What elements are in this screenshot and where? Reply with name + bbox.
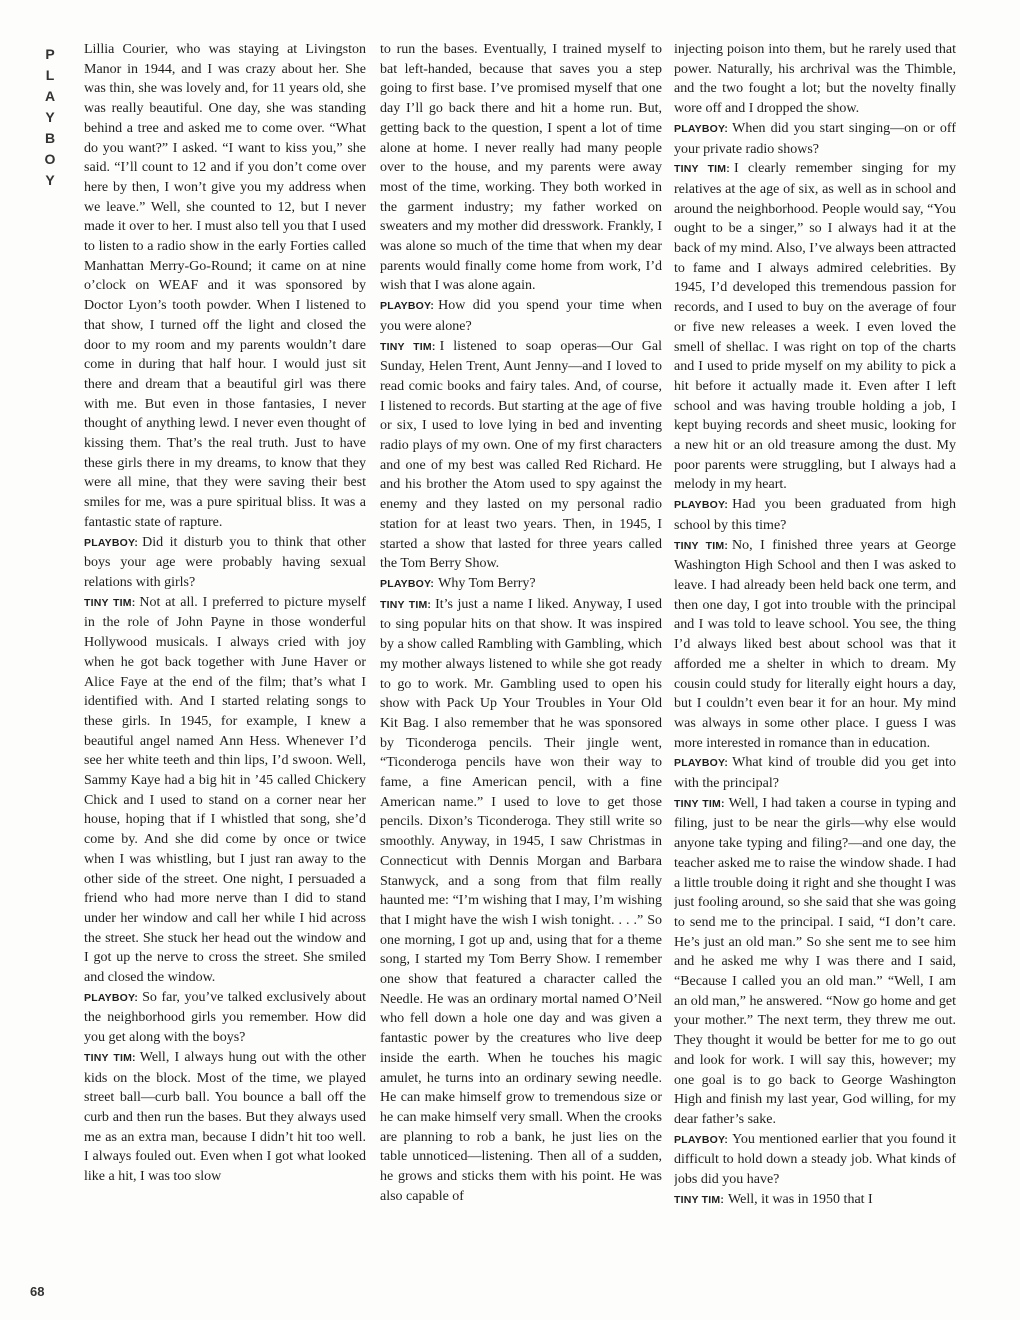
masthead-letter: Y [45,109,55,125]
paragraph [84,40,366,533]
magazine-masthead [36,44,64,191]
paragraph [674,40,956,119]
speaker-label: PLAYBOY: [84,991,139,1004]
paragraph-text: injecting poison into them, but he rarely used that power. Naturally, his archrival was the Thimble, and the two fought a lot; but the novelty finally wore off and I dropped the show. [674,42,956,117]
paragraph-text: What kind of trouble did you get into with the principal? [674,755,956,792]
paragraph [674,119,956,159]
page-number: 68 [30,1284,45,1299]
paragraph [380,40,662,296]
paragraph-text: Why Tom Berry? [438,575,536,591]
paragraph [84,533,366,593]
masthead-letter: Y [45,172,55,188]
paragraph-text: Not at all. I preferred to picture myself in the role of John Payne in those wonderful Hollywood musicals. I always cried with joy when he got back together with June Haver or Alice Faye at the end of the film; that’s what I identified with. And I started relating songs to these girls. In 1945, for example, I knew a beautiful angel named Ann Hess. Whenever I’d see her white teeth and thin lips, I’d swoon. Well, Sammy Kaye had a big hit in ’45 called Chickery Chick and I used to stand on a corner near her house, hoping that if I whistled that song, she’d come by. And she did come by once or twice when I was whistling, but I just ran away to the other side of the street. One night, I persuaded a friend who had more nerve than I did to stand under her window and call her while I hid across the street. She stuck her head out the window and I got up the nerve to cross the street. She smiled and closed the window. [84,594,366,986]
masthead-letter: B [44,130,56,146]
paragraph-text: You mentioned earlier that you found it difficult to hold down a steady job. What kinds of jobs did you have? [674,1131,956,1188]
speaker-label: PLAYBOY: [674,122,729,135]
paragraph-text: Well, I always hung out with the other kids on the block. Most of the time, we played street ball—curb ball. You bounce a ball off the curb and then run the bases. But they always used me as an extra man, because I didn’t hit too well. I always fouled out. Even when I got what looked like a hit, I was too slow [84,1049,366,1185]
speaker-label: PLAYBOY: [380,577,435,590]
paragraph-text: No, I finished three years at George Washington High School and then I was asked to leave. I had already been held back one term, and then one day, I got into trouble with the principal and I was told to leave school. You see, the thing I’d always liked best about school was that it afforded me a shelter in which to dream. My cousin could study for literally eight hours a day, but I couldn’t even bear it for an hour. My mind was always in some other place. I guess I was more interested in romance than in education. [674,537,956,751]
masthead-letter: P [45,46,55,62]
paragraph-text: It’s just a name I liked. Anyway, I used to sing popular hits on that show. It was inspired by a show called Rambling with Gambling, which my mother always listened to while she got ready to go to work. Mr. Gambling used to open his show with Pack Up Your Troubles in Your Old Kit Bag. I also remember that he was sponsored by Ticonderoga pencils. Their jingle went, “Ticonderoga pencils have won their way to fame, a fine American pencil, with a fine American name.” I used to love to get those pencils. Dixon’s Ticonderoga. They still write so smoothly. Anyway, in 1945, I saw Christmas in Connecticut with Dennis Morgan and Barbara Stanwyck, and a song from that film really haunted me: “I’m wishing that I may, I’m wishing that I might have the wish I wish tonight. . . .” So one morning, I got up and, using that for a theme song, I started my Tom Berry Show. I remember one show that featured a character called the Needle. He was an ordinary mortal named O’Neil who fell down a hole one day and was given a fantastic power by the creatures who live deep inside the earth. When he touches his magic amulet, he turns into an ordinary sewing needle. He can make himself grow to tremendous size or he can make himself very small. When the crooks are planning to rob a bank, he just lies on the table unnoticed—listening. Then all of a sudden, he grows and sticks them with his point. He was also capable of [380,596,662,1204]
paragraph-text: How did you spend your time when you were alone? [380,298,662,334]
speaker-label: TINY TIM: [674,1193,725,1206]
speaker-label: PLAYBOY: [84,536,139,549]
paragraph-text: When did you start singing—on or off your private radio shows? [674,120,956,157]
paragraph-text: Lillia Courier, who was staying at Livingston Manor in 1944, and I was crazy about her. She was thin, she was lovely and, for 11 years old, she was really beautiful. One day, she was standing behind a tree and asked me to come over. “What do you want?” I asked. “I want to kiss you,” she said. “I’ll count to 12 and if you don’t come over here by then, I won’t give you my address when we leave.” Well, she counted to 12, but I never made it over to her. I must also tell you that I used to listen to a radio show in the early Forties called Manhattan Merry-Go-Round; it came on at nine o’clock on WEAF and it was sponsored by Doctor Lyon’s tooth powder. When I listened to that show, I turned off the light and closed the door to my room and my parents wouldn’t dare come in during that half hour. I would just sit there and dream that a beautiful girl was there with me. But even in those fantasies, I never thought of anything lewd. I never even thought of kissing them. That’s the real truth. Just to have these girls there in my dreams, to know that they were all mine, that they were saving their best smiles for me, was a pure spiritual bliss. It was a fantastic state of rapture. [84,42,366,530]
paragraph [674,1130,956,1190]
paragraph [380,574,662,595]
paragraph [674,536,956,754]
paragraph [674,753,956,793]
paragraph-text: So far, you’ve talked exclusively about the neighborhood girls you remember. How did you get along with the boys? [84,989,366,1046]
speaker-label: PLAYBOY: [380,300,435,313]
paragraph-text: to run the bases. Eventually, I trained myself to bat left-handed, because that saves you a step going to first base. I’ve promised myself that one day I’ll go back there and hit a home run. But, getting back to the question, I spent a lot of time alone at home. I never really had many people over to the house, and my parents were away most of the time, working. They both worked in the garment industry; my father worked on sweaters and my mother did dresswork. Frankly, I was alone so much of the time that when my dear parents would finally come home from work, I’d wish that I was alone again. [380,42,662,294]
speaker-label: PLAYBOY: [674,499,729,512]
paragraph-text: Well, it was in 1950 that I [728,1191,873,1207]
paragraph [84,1048,366,1187]
speaker-label: PLAYBOY: [674,757,729,770]
paragraph [674,1190,956,1211]
masthead-letter: O [44,151,56,167]
paragraph-text: I clearly remember singing for my relatives at the age of six, as well as in school and around the neighborhood. People would say, “You ought to be a singer,” so I always had it at the back of my mind. Also, I’ve always been attracted to fame and I always admired celebrities. By 1945, I’d developed this tremendous passion for records, and I used to buy on the average of four or five new releases a week. I even loved the smell of shellac. I was right on top of the charts and I used to pride myself on my ability to pick a hit before it actually made it. Even after I left school and was having trouble holding a job, I kept buying records and sheet music, looking for a new hit or an old treasure among the dust. My poor parents were struggling, but I always had a melody in my heart. [674,161,956,493]
speaker-label: TINY TIM: [674,797,725,810]
text-column-3 [674,40,956,1302]
speaker-label: PLAYBOY: [674,1133,729,1146]
speaker-label: TINY TIM: [84,596,136,609]
paragraph [674,794,956,1130]
text-column-1 [84,40,366,1302]
speaker-label: TINY TIM: [380,598,432,611]
paragraph [674,495,956,535]
paragraph-text: Had you been graduated from high school by this time? [674,497,956,533]
speaker-label: TINY TIM: [674,163,730,176]
masthead-letter: L [45,67,55,83]
speaker-label: TINY TIM: [674,539,729,552]
paragraph-text: I listened to soap operas—Our Gal Sunday, Helen Trent, Aunt Jenny—and I loved to read comic books and fairy tales. And, of course, I listened to records. But starting at the age of five or six, I used to love lying in bed and inventing radio plays of my own. One of my first characters and one of my best was called Red Richard. He and his brother the Atom used to spy against the enemy and they lasted on my personal radio station for at least two years. Then, in 1945, I started a show that lasted for three years called the Tom Berry Show. [380,338,662,572]
paragraph [380,595,662,1207]
masthead-letter: A [44,88,56,104]
speaker-label: TINY TIM: [380,340,436,353]
paragraph [380,337,662,574]
paragraph [84,593,366,988]
text-column-2 [380,40,662,1302]
paragraph [380,296,662,336]
paragraph-text: Well, I had taken a course in typing and filing, just to be near the girls—why else would anyone take typing and filing?—and one day, the teacher asked me to raise the window shade. I had a little trouble doing it right and she thought I was just fooling around, so she said that she was going to send me to the principal. I said, “I don’t care. He’s just an old man.” So she sent me to see him and he asked me why I was there and I said, “Because I called you an old man.” “Well, I am an old man,” he answered. “Now go home and get your mother.” The next term, they threw me out. They thought it would be better for me to go out and look for work. I will say this, however; my one goal is to go back to George Washington High and finish my last year, God willing, for my dear father’s sake. [674,795,956,1127]
speaker-label: TINY TIM: [84,1051,136,1064]
paragraph [674,159,956,495]
paragraph-text: Did it disturb you to think that other boys your age were probably having sexual relations with girls? [84,534,366,590]
paragraph [84,988,366,1048]
